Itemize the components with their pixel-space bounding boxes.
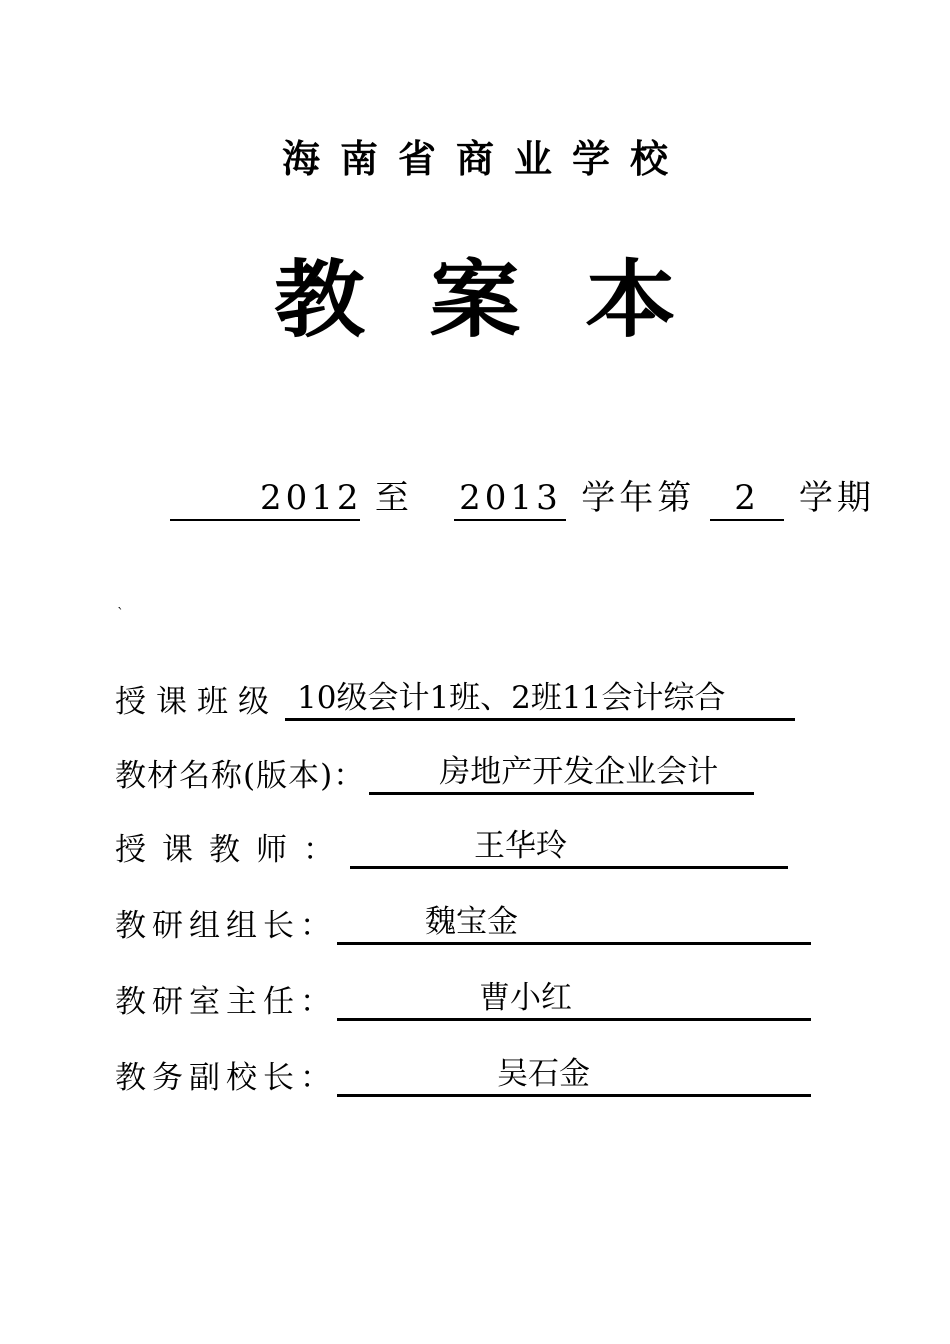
document-title: 教案本	[274, 251, 741, 349]
vice-principal-value: 吴石金	[337, 1056, 811, 1097]
year-label: 学年第	[581, 478, 696, 518]
semester-label: 学期	[798, 478, 875, 518]
teacher-value: 王华玲	[350, 828, 788, 869]
vice-principal-label: 教务副校长：	[115, 1060, 337, 1096]
class-row	[115, 680, 795, 721]
group-leader-label: 教研组组长：	[115, 908, 337, 944]
end-year-field	[454, 478, 566, 521]
end-year: 2013	[459, 478, 562, 518]
academic-term-line	[170, 478, 875, 521]
school-name: 海南省商业学校	[281, 137, 688, 181]
textbook-row	[115, 754, 754, 795]
class-label: 授课班级	[115, 684, 279, 720]
group-leader-row	[115, 904, 811, 945]
class-value: 10级会计1班、2班11会计综合	[285, 680, 795, 721]
group-leader-value: 魏宝金	[337, 904, 811, 945]
office-director-label: 教研室主任：	[115, 984, 337, 1020]
teacher-row	[115, 828, 788, 869]
office-director-value: 曹小红	[337, 980, 811, 1021]
stray-mark: `	[117, 606, 124, 622]
semester-number: 2	[734, 478, 760, 518]
textbook-label: 教材名称(版本)：	[115, 758, 366, 794]
teacher-label: 授课教师：	[115, 832, 350, 868]
semester-field	[710, 478, 784, 521]
office-director-row	[115, 980, 811, 1021]
textbook-value: 房地产开发企业会计	[369, 754, 754, 795]
to-label: 至	[374, 478, 413, 518]
start-year-field	[170, 478, 363, 521]
start-year: 2012	[260, 478, 363, 518]
vice-principal-row	[115, 1056, 811, 1097]
